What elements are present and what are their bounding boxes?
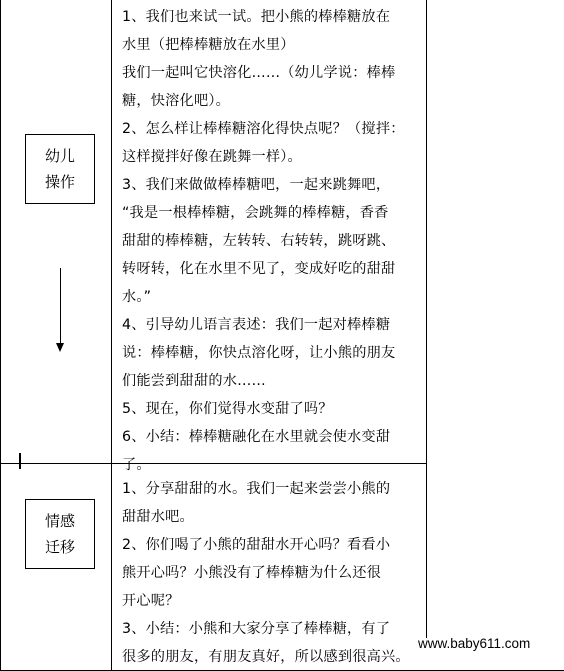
content-line: 糖，快溶化吧）。 xyxy=(122,93,231,109)
content-line: 水。” xyxy=(122,289,152,305)
content-line: 5、现在，你们觉得水变甜了吗？ xyxy=(122,401,333,417)
content-line: 3、我们来做做棒棒糖吧，一起来跳舞吧， xyxy=(122,177,391,193)
content-line: 了。 xyxy=(122,457,151,473)
section-label-operation xyxy=(25,134,95,204)
content-line: 这样搅拌好像在跳舞一样）。 xyxy=(122,149,302,165)
content-line: 很多的朋友，有朋友真好，所以感到很高兴。 xyxy=(122,649,410,665)
section-label-line: 操作 xyxy=(44,173,75,191)
section-label-line: 迁移 xyxy=(44,538,75,556)
table-right-border xyxy=(426,0,427,638)
content-line: 2、怎么样让棒棒糖溶化得快点呢？（搅拌： xyxy=(122,121,405,137)
section-2-content xyxy=(122,475,422,671)
content-line: 我们一起叫它快溶化……（幼儿学说：棒棒 xyxy=(122,65,396,81)
section-label-transfer xyxy=(25,499,95,569)
content-line: 转呀转，化在水里不见了，变成好吃的甜甜 xyxy=(122,261,396,277)
content-line: 1、分享甜甜的水。我们一起来尝尝小熊的 xyxy=(122,481,391,497)
table-left-border xyxy=(0,0,1,671)
content-line: 开心呢？ xyxy=(122,593,180,609)
site-watermark: www.baby611.com xyxy=(418,636,531,651)
content-line: 甜甜水吧。 xyxy=(122,509,194,525)
content-line: 3、小结：小熊和大家分享了棒棒糖，有了 xyxy=(122,621,391,637)
section-1-content xyxy=(122,3,422,479)
section-label-line: 幼儿 xyxy=(44,147,75,165)
content-line: “我是一根棒棒糖，会跳舞的棒棒糖，香香 xyxy=(122,205,389,221)
tick-mark xyxy=(19,453,21,469)
section-label-line: 情感 xyxy=(44,512,75,530)
down-arrow-icon xyxy=(56,343,64,352)
content-line: 水里（把棒棒糖放在水里） xyxy=(122,37,295,53)
content-line: 4、引导幼儿语言表述：我们一起对棒棒糖 xyxy=(122,317,391,333)
content-line: 6、小结：棒棒糖融化在水里就会使水变甜 xyxy=(122,429,391,445)
content-line: 说：棒棒糖，你快点溶化呀，让小熊的朋友 xyxy=(122,345,396,361)
content-line: 熊开心吗？小熊没有了棒棒糖为什么还很 xyxy=(122,565,381,581)
content-line: 1、我们也来试一试。把小熊的棒棒糖放在 xyxy=(122,9,391,25)
content-line: 2、你们喝了小熊的甜甜水开心吗？看看小 xyxy=(122,537,391,553)
content-line: 们能尝到甜甜的水…… xyxy=(122,373,266,389)
content-line: 甜甜的棒棒糖，左转转、右转转，跳呀跳、 xyxy=(122,233,396,249)
flow-arrow-line xyxy=(60,268,61,346)
table-column-divider xyxy=(111,0,112,671)
